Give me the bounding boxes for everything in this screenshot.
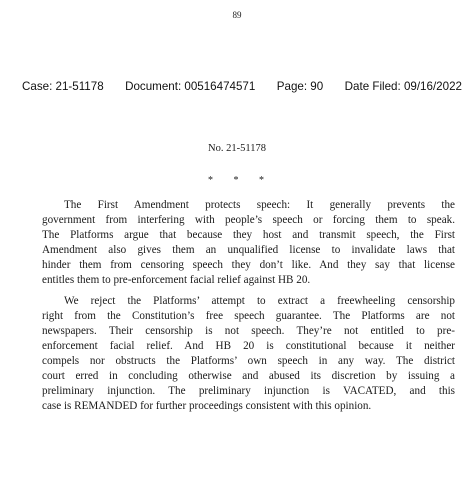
text-line: right from the Constitution’s free speech guarantee. The Platforms are not [42,310,455,322]
text-line: The Platforms argue that because they host and transmit speech, the First [42,229,455,241]
paragraph-holding [42,294,455,414]
opinion-body [42,198,455,414]
text-line: We reject the Platforms’ attempt to extract a freewheeling censorship [64,295,455,307]
section-break: * * * [208,175,266,186]
text-line: enforcement facial relief. And HB 20 is constitutional because it neither [42,340,455,352]
document-number: Document: 00516474571 [125,80,256,93]
text-line: Amendment also gives them an unqualified license to invalidate laws that [42,244,455,256]
text-line: The First Amendment protects speech: It generally prevents the [64,199,455,211]
case-number: Case: 21-51178 [22,80,104,93]
text-line: government from interfering with people’s speech or forcing them to speak. [42,214,455,226]
text-line: compels nor obstructs the Platforms’ own speech in any way. The district [42,355,455,367]
case-header [22,80,462,93]
filing-page: Page: 90 [276,80,324,93]
text-line: newspapers. Their censorship is not speech. They’re not entitled to pre- [42,325,455,337]
text-line: preliminary injunction. The preliminary injunction is VACATED, and this [42,385,455,397]
date-filed: Date Filed: 09/16/2022 [344,80,462,93]
text-line: case is REMANDED for further proceedings consistent with this opinion. [42,400,372,412]
docket-number: No. 21-51178 [208,143,266,154]
text-line: hinder them from censoring speech they don’t like. And they say that license [42,259,455,271]
text-line: court erred in concluding otherwise and abused its discretion by issuing a [42,370,455,382]
text-line: entitles them to pre-enforcement facial relief against HB 20. [42,274,311,286]
page-number: 89 [232,10,242,20]
paragraph-first-amendment [42,198,455,288]
